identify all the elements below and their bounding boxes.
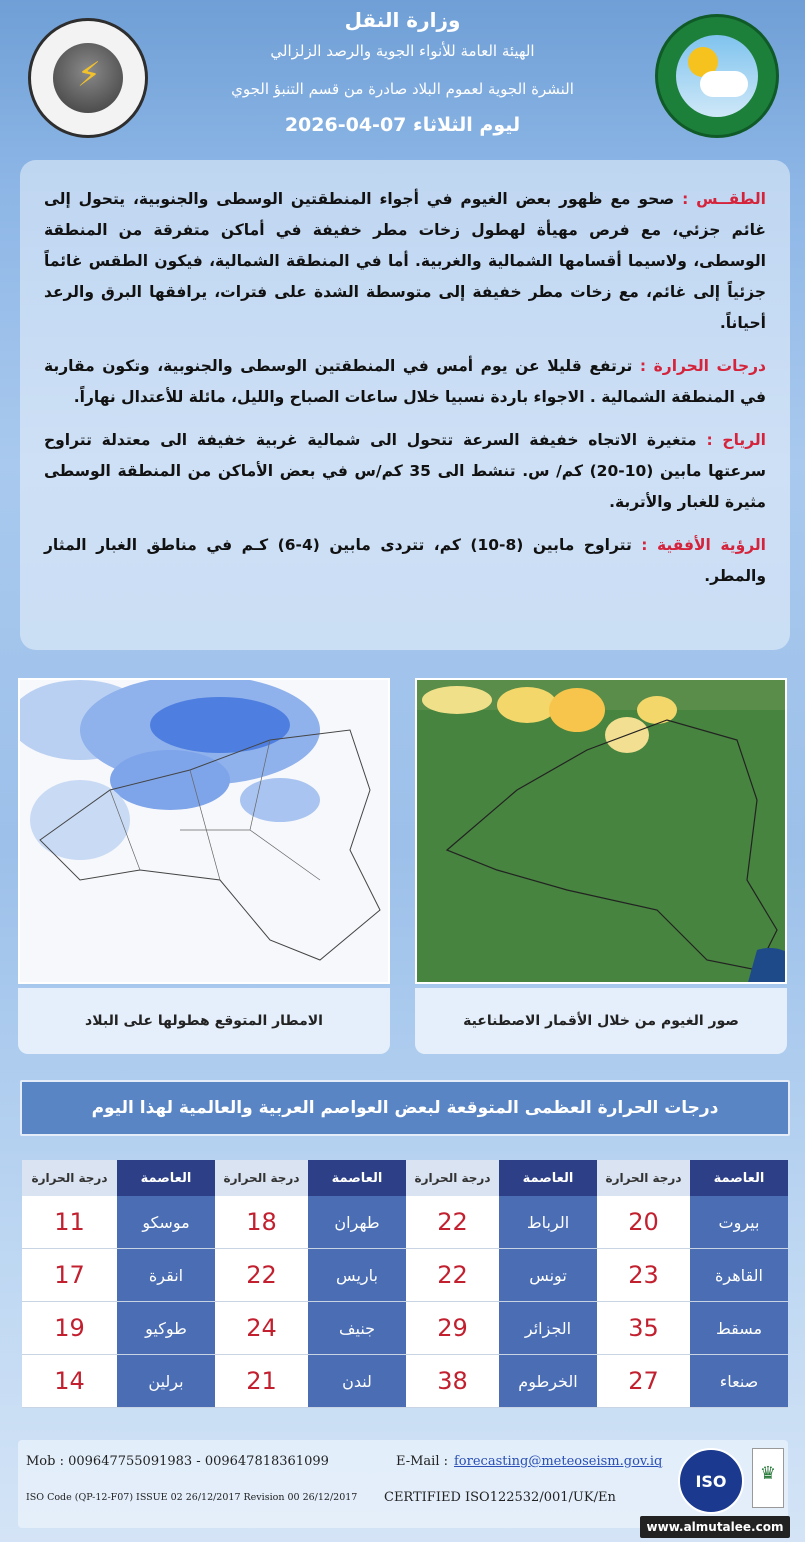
temp-cell: 27	[597, 1355, 690, 1408]
weather-label: الطقــس :	[682, 190, 766, 208]
temp-header: درجة الحرارة	[22, 1160, 117, 1196]
visibility-label: الرؤية الأفقية :	[641, 536, 766, 554]
temp-cell: 18	[215, 1196, 308, 1249]
table-row	[22, 1249, 788, 1302]
site-watermark: www.almutalee.com	[640, 1516, 790, 1538]
temp-cell: 14	[22, 1355, 117, 1408]
city-cell: طوكيو	[117, 1302, 215, 1355]
clouds-map-caption: صور الغيوم من خلال الأقمار الاصطناعية	[415, 988, 787, 1054]
temp-cell: 22	[406, 1249, 499, 1302]
temp-cell: 38	[406, 1355, 499, 1408]
temp-cell: 22	[406, 1196, 499, 1249]
visibility-text: تتراوح مابين (8-10) كم، تتردى مابين (4-6) كـم في مناطق الغبار المثار والمطر.	[44, 536, 766, 585]
rain-map-caption: الامطار المتوقع هطولها على البلاد	[18, 988, 390, 1054]
city-cell: موسكو	[117, 1196, 215, 1249]
city-cell: باريس	[308, 1249, 406, 1302]
city-cell: مسقط	[690, 1302, 788, 1355]
temp-header: درجة الحرارة	[597, 1160, 690, 1196]
email-link[interactable]: forecasting@meteoseism.gov.iq	[454, 1454, 663, 1469]
capitals-temperature-table	[22, 1160, 788, 1408]
mobile-numbers: Mob : 009647755091983 - 009647818361099	[26, 1454, 329, 1469]
temp-header: درجة الحرارة	[215, 1160, 308, 1196]
city-cell: صنعاء	[690, 1355, 788, 1408]
city-cell: جنيف	[308, 1302, 406, 1355]
temp-cell: 29	[406, 1302, 499, 1355]
table-header-row	[22, 1160, 788, 1196]
ukas-logo	[752, 1448, 784, 1508]
bulletin-title: النشرة الجوية لعموم البلاد صادرة من قسم التنبؤ الجوي	[231, 80, 574, 98]
temp-cell: 35	[597, 1302, 690, 1355]
table-row	[22, 1302, 788, 1355]
wind-paragraph	[44, 425, 766, 518]
wind-label: الرياح :	[706, 431, 766, 449]
email-label: E-Mail :	[396, 1454, 449, 1469]
city-cell: بيروت	[690, 1196, 788, 1249]
certification-text: CERTIFIED ISO122532/001/UK/En	[384, 1490, 616, 1505]
ministry-title: وزارة النقل	[344, 8, 461, 32]
weather-text: صحو مع ظهور بعض الغيوم في أجواء المنطقتين الوسطى والجنوبية، يتحول إلى غائم جزئي، مع فرص مهيأة لهطول زخات مطر خفيفة في أماكن متفرقة من المنطقة الوسطى، ولاسيما أقسامها الشمالية والغربية. أما في المنطقة الشمالية، فيكون الطقس غائماً جزئياً إلى غائم، مع زخات مطر خفيفة إلى متوسطة الشدة على فترات، يرافقها البرق والرعد أحياناً.	[44, 190, 766, 332]
iso-certification-logo: ISO	[678, 1448, 744, 1514]
city-cell: لندن	[308, 1355, 406, 1408]
satellite-clouds-map	[415, 678, 787, 984]
temp-cell: 19	[22, 1302, 117, 1355]
footer	[18, 1440, 788, 1528]
temp-cell: 23	[597, 1249, 690, 1302]
capital-header: العاصمة	[117, 1160, 215, 1196]
cloud-icon	[700, 71, 748, 97]
capital-header: العاصمة	[308, 1160, 406, 1196]
city-cell: طهران	[308, 1196, 406, 1249]
table-row	[22, 1355, 788, 1408]
temp-header: درجة الحرارة	[406, 1160, 499, 1196]
weather-paragraph	[44, 184, 766, 339]
forecast-box	[20, 160, 790, 650]
temp-cell: 24	[215, 1302, 308, 1355]
date-line: ليوم الثلاثاء 07-04-2026	[284, 114, 521, 136]
city-cell: القاهرة	[690, 1249, 788, 1302]
city-cell: تونس	[499, 1249, 597, 1302]
city-cell: انقرة	[117, 1249, 215, 1302]
visibility-paragraph	[44, 530, 766, 592]
city-cell: الجزائر	[499, 1302, 597, 1355]
temperature-label: درجات الحرارة :	[639, 357, 766, 375]
temp-cell: 22	[215, 1249, 308, 1302]
temp-cell: 21	[215, 1355, 308, 1408]
wind-text: متغيرة الاتجاه خفيفة السرعة تتحول الى شمالية غربية خفيفة الى معتدلة تتراوح سرعتها مابين (10-20) كم/ س. تنشط الى 35 كم/س في بعض الأماكن من المنطقة الوسطى مثيرة للغبار والأتربة.	[44, 431, 766, 511]
table-row	[22, 1196, 788, 1249]
capital-header: العاصمة	[690, 1160, 788, 1196]
iso-code-line: ISO Code (QP-12-F07) ISSUE 02 26/12/2017 Revision 00 26/12/2017	[26, 1492, 358, 1503]
city-cell: برلين	[117, 1355, 215, 1408]
temp-cell: 17	[22, 1249, 117, 1302]
header	[0, 0, 805, 160]
temp-cell: 20	[597, 1196, 690, 1249]
crown-icon: ♛	[759, 1463, 777, 1484]
forecasting-dept-logo	[28, 18, 148, 138]
capital-header: العاصمة	[499, 1160, 597, 1196]
rain-forecast-map	[18, 678, 390, 984]
city-cell: الرباط	[499, 1196, 597, 1249]
temperature-paragraph	[44, 351, 766, 413]
temperature-table-title: درجات الحرارة العظمى المتوقعة لبعض العواصم العربية والعالمية لهذا اليوم	[20, 1080, 790, 1136]
authority-title: الهيئة العامة للأنواء الجوية والرصد الزلزالي	[270, 42, 535, 60]
city-cell: الخرطوم	[499, 1355, 597, 1408]
authority-logo	[655, 14, 779, 138]
lightning-icon: ⚡	[77, 55, 101, 95]
temperature-text: ترتفع قليلا عن يوم أمس في المنطقتين الوسطى والجنوبية، وتكون مقاربة في المنطقة الشمالية . الاجواء باردة نسبيا خلال ساعات الصباح والليل، مائلة للأعتدال نهاراً.	[44, 357, 766, 406]
temp-cell: 11	[22, 1196, 117, 1249]
